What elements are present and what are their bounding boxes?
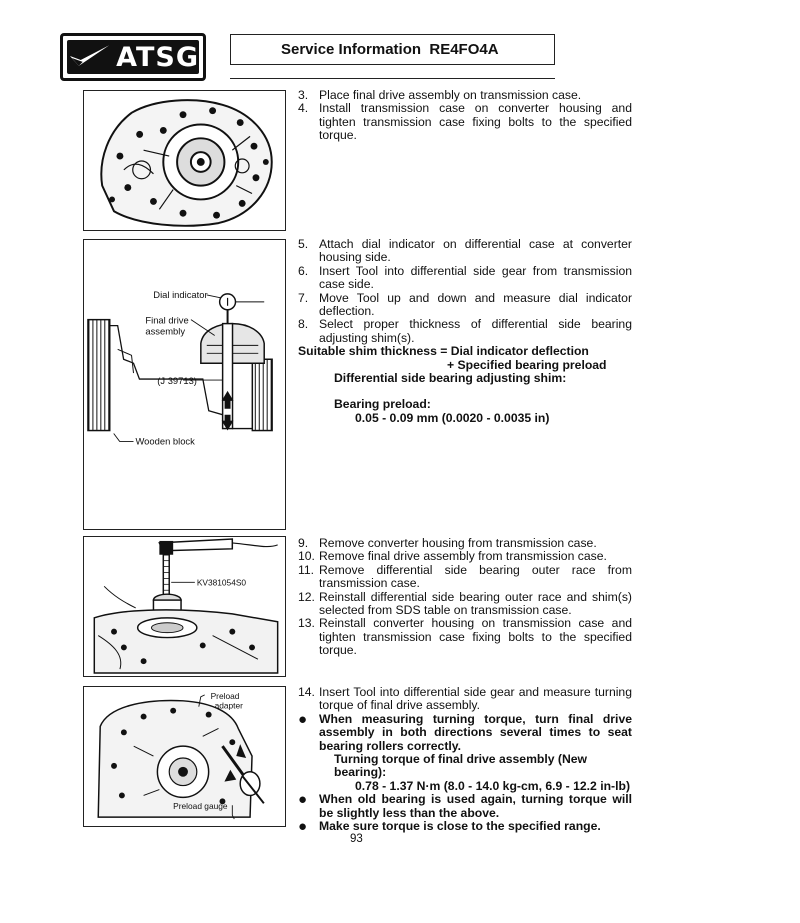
list-item: 4. Install transmission case on converter housing and tighten transmission case fixing bolts to the specified torque. [298,101,632,143]
bullet-dot-icon: ● [298,818,308,836]
shim-label: Differential side bearing adjusting shim: [334,371,567,386]
label-preload-2: adapter [214,700,243,711]
torque-label: Turning torque of final drive assembly (New bearing): [334,752,588,780]
transmission-case-figure [83,90,286,231]
list-item: 5. Attach dial indicator on differential case at converter housing side. [298,237,632,265]
list-item: 14. Insert Tool into differential side gear and measure turning torque of final drive assembly. [298,685,632,713]
turning-torque-figure [83,686,286,827]
bullet-item: ● When measuring turning torque, turn final drive assembly in both directions several times to seat bearing rollers correctly. [298,710,632,753]
list-item: 7. Move Tool up and down and measure dial indicator deflection. [298,290,632,319]
shim-formula-line1: Suitable shim thickness = Dial indicator deflection [298,344,589,359]
list-item: 6. Insert Tool into differential side gear from transmission case side. [298,263,632,292]
label-preload-1: Preload [210,690,240,701]
bearing-preload-value: 0.05 - 0.09 mm (0.0020 - 0.0035 in) [355,410,550,425]
label-kv381054s0: KV381054S0 [196,577,247,588]
section-install-case [298,89,632,143]
list-item: 13. Reinstall converter housing on transmission case and tighten transmission case fixing bolts to the specified torque. [298,616,632,658]
page-title-text: Service Information RE4FO4A [281,41,499,58]
header-divider [230,78,555,79]
list-item: 9. Remove converter housing from transmission case. [298,536,597,550]
bullet-item: ● Make sure torque is close to the specified range. [298,818,601,836]
list-item: 8. Select proper thickness of differential side bearing adjusting shim(s). [298,317,632,345]
atsg-logo [60,33,206,81]
list-item: 3. Place final drive assembly on transmission case. [298,88,582,102]
list-item: 10. Remove final drive assembly from transmission case. [298,549,607,564]
label-final-drive-1: Final drive [145,314,189,326]
torque-value: 0.78 - 1.37 N·m (8.0 - 14.0 kg-cm, 6.9 - 12.2 in-lb) [355,778,631,793]
bullet-item: ● When old bearing is used again, turning torque will be slightly less than the above. [298,791,632,820]
bullet-dot-icon: ● [298,710,308,728]
transmission-case-drawing [84,91,285,230]
label-final-drive-2: assembly [145,325,186,337]
section-dial-indicator [298,238,632,425]
dial-indicator-figure [83,239,286,530]
page-number: 93 [350,833,363,846]
dial-indicator-drawing [84,240,285,529]
bearing-removal-drawing [84,537,285,676]
logo-text: ATSG [116,41,199,73]
label-preload-gauge: Preload gauge [173,801,228,812]
section-bearing-race [298,537,632,658]
label-tool: (J 39713) [157,375,197,387]
section-turning-torque [298,686,632,845]
label-dial-indicator: Dial indicator [153,288,208,300]
checkmark-logo-icon [67,42,112,72]
list-item: 12. Reinstall differential side bearing outer race and shim(s) selected from SDS table on transmission case. [298,589,632,618]
shim-formula-line2: + Specified bearing preload [447,357,607,372]
turning-torque-drawing [84,687,285,826]
bullet-dot-icon: ● [298,791,308,809]
page-title [230,34,555,65]
bearing-preload-label: Bearing preload: [334,397,431,412]
bearing-removal-figure [83,536,286,677]
label-wooden-block: Wooden block [135,435,195,447]
list-item: 11. Remove differential side bearing outer race from transmission case. [298,562,632,591]
